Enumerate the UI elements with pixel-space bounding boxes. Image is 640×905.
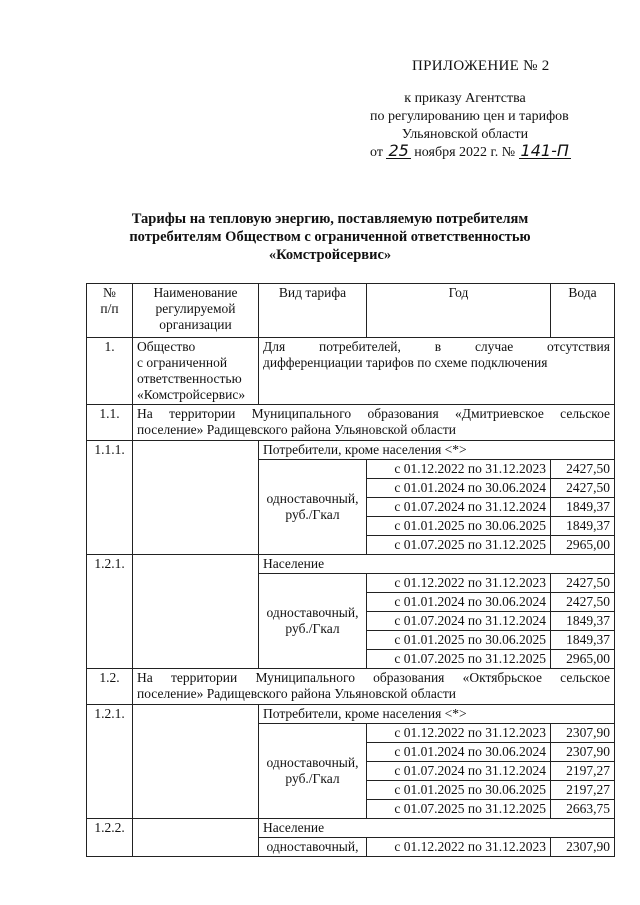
date-day-handwritten: 25 — [388, 141, 409, 160]
period-cell: с 01.01.2024 по 30.06.2024 — [367, 743, 551, 762]
group-empty-cell — [133, 555, 259, 669]
row-number: 1. — [87, 338, 133, 405]
period-cell: с 01.12.2022 по 31.12.2023 — [367, 574, 551, 593]
title-line-1: Тарифы на тепловую энергию, поставляемую потребителям — [131, 211, 529, 227]
group-category-row — [87, 555, 615, 574]
period-cell: с 01.01.2025 по 30.06.2025 — [367, 631, 551, 650]
group-category: Население — [259, 555, 615, 574]
organization-name: Общество с ограниченной ответственностью «Комстройсервис» — [133, 338, 259, 405]
value-cell: 2663,75 — [551, 800, 615, 819]
group-number: 1.1.1. — [87, 441, 133, 555]
order-line-2: по регулированию цен и тарифов — [370, 109, 569, 124]
value-cell: 2307,90 — [551, 724, 615, 743]
group-empty-cell — [133, 441, 259, 555]
tariff-type-cell: одноставочный, руб./Гкал — [259, 460, 367, 555]
header-organization: Наименование регулируемой организации — [133, 284, 259, 338]
title-line-3: «Комстройсервис» — [268, 247, 392, 263]
period-cell: с 01.01.2025 по 30.06.2025 — [367, 781, 551, 800]
date-rest: ноября 2022 г. № — [414, 145, 516, 160]
group-number: 1.2.1. — [87, 705, 133, 819]
value-cell: 2965,00 — [551, 536, 615, 555]
group-number: 1.2.2. — [87, 819, 133, 857]
section-number: 1.2. — [87, 669, 133, 705]
value-cell: 1849,37 — [551, 631, 615, 650]
tariff-type-cell: одноставочный, — [259, 838, 367, 857]
period-cell: с 01.01.2025 по 30.06.2025 — [367, 517, 551, 536]
group-category: Население — [259, 819, 615, 838]
period-cell: с 01.07.2024 по 31.12.2024 — [367, 498, 551, 517]
section-row — [87, 669, 615, 705]
order-line-1: к приказу Агентства — [404, 91, 526, 106]
header-num: № п/п — [87, 284, 133, 338]
value-cell: 1849,37 — [551, 612, 615, 631]
row-note: Для потребителей, в случае отсутствия дифференциации тарифов по схеме подключения — [259, 338, 615, 405]
section-number: 1.1. — [87, 405, 133, 441]
value-cell: 2197,27 — [551, 781, 615, 800]
order-number-handwritten: 141-П — [520, 141, 569, 160]
period-cell: с 01.07.2025 по 31.12.2025 — [367, 650, 551, 669]
period-cell: с 01.12.2022 по 31.12.2023 — [367, 724, 551, 743]
order-date-line — [370, 141, 569, 162]
section-text: На территории Муниципального образования «Дмитриевское сельское поселение» Радищевского района Ульяновской области — [133, 405, 615, 441]
period-cell: с 01.12.2022 по 31.12.2023 — [367, 460, 551, 479]
tariff-table — [86, 283, 615, 857]
period-cell: с 01.07.2025 по 31.12.2025 — [367, 800, 551, 819]
order-line-3: Ульяновской области — [401, 127, 529, 142]
document-title — [120, 210, 540, 264]
value-cell: 2197,27 — [551, 762, 615, 781]
order-reference — [370, 90, 569, 162]
appendix-number: ПРИЛОЖЕНИЕ № 2 — [412, 58, 550, 74]
section-text: На территории Муниципального образования «Октябрьское сельское поселение» Радищевского района Ульяновской области — [133, 669, 615, 705]
header-water: Вода — [551, 284, 615, 338]
period-cell: с 01.12.2022 по 31.12.2023 — [367, 838, 551, 857]
title-line-2: потребителям Обществом с ограниченной ответственностью — [129, 229, 531, 245]
group-category-row — [87, 705, 615, 724]
tariff-type-cell: одноставочный, руб./Гкал — [259, 574, 367, 669]
tariff-type-cell: одноставочный, руб./Гкал — [259, 724, 367, 819]
period-cell: с 01.07.2025 по 31.12.2025 — [367, 536, 551, 555]
group-category-row — [87, 819, 615, 838]
value-cell: 2427,50 — [551, 479, 615, 498]
group-number: 1.2.1. — [87, 555, 133, 669]
group-empty-cell — [133, 819, 259, 857]
date-prefix: от — [370, 145, 383, 160]
period-cell: с 01.07.2024 по 31.12.2024 — [367, 762, 551, 781]
group-category: Потребители, кроме населения <*> — [259, 441, 615, 460]
table-header-row — [87, 284, 615, 338]
value-cell: 2965,00 — [551, 650, 615, 669]
header-tariff-type: Вид тарифа — [259, 284, 367, 338]
value-cell: 2427,50 — [551, 593, 615, 612]
value-cell: 2307,90 — [551, 743, 615, 762]
value-cell: 1849,37 — [551, 517, 615, 536]
period-cell: с 01.01.2024 по 30.06.2024 — [367, 479, 551, 498]
value-cell: 2307,90 — [551, 838, 615, 857]
group-empty-cell — [133, 705, 259, 819]
value-cell: 1849,37 — [551, 498, 615, 517]
value-cell: 2427,50 — [551, 574, 615, 593]
group-category: Потребители, кроме населения <*> — [259, 705, 615, 724]
period-cell: с 01.01.2024 по 30.06.2024 — [367, 593, 551, 612]
header-year: Год — [367, 284, 551, 338]
period-cell: с 01.07.2024 по 31.12.2024 — [367, 612, 551, 631]
group-category-row — [87, 441, 615, 460]
value-cell: 2427,50 — [551, 460, 615, 479]
table-row — [87, 338, 615, 405]
section-row — [87, 405, 615, 441]
